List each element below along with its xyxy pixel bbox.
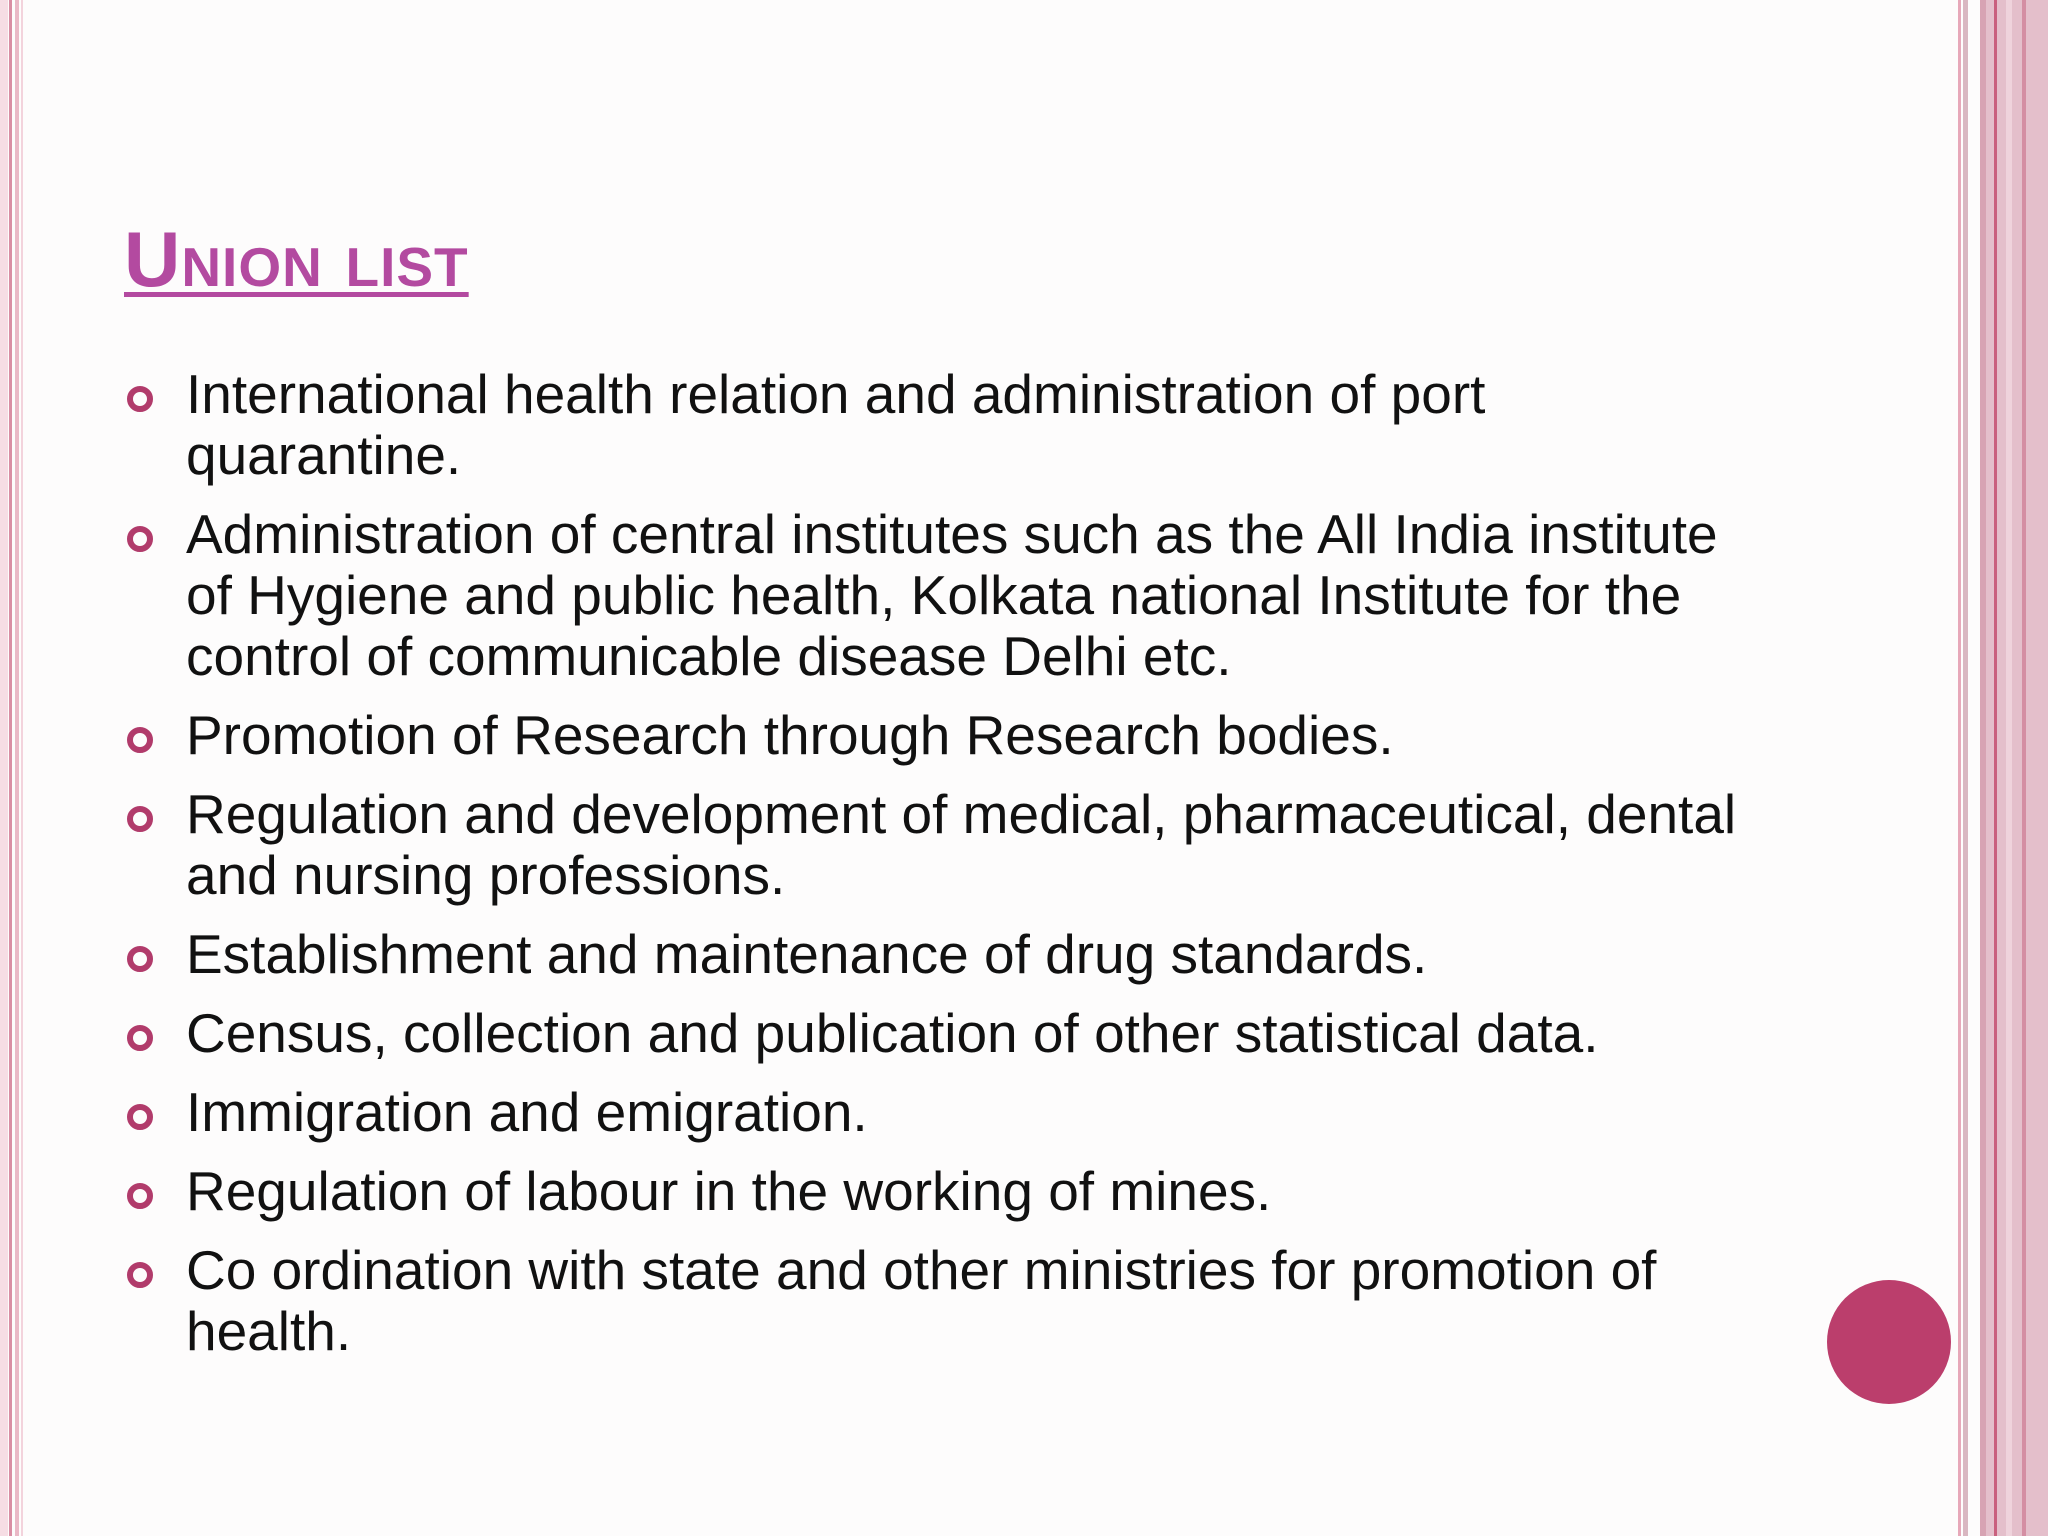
bullet-item xyxy=(124,504,1744,687)
bullet-item xyxy=(124,1082,1744,1143)
bullet-text: Immigration and emigration. xyxy=(186,1081,868,1143)
bullet-list xyxy=(124,364,1744,1380)
bullet-circle-icon xyxy=(127,1104,153,1130)
bullet-item xyxy=(124,705,1744,766)
bullet-item xyxy=(124,1003,1744,1064)
bullet-circle-icon xyxy=(127,806,153,832)
bullet-text: Regulation and development of medical, pharmaceutical, dental and nursing professions. xyxy=(186,783,1737,906)
bullet-item xyxy=(124,1240,1744,1362)
bullet-circle-icon xyxy=(127,526,153,552)
bullet-item xyxy=(124,924,1744,985)
bullet-text: Regulation of labour in the working of mines. xyxy=(186,1160,1272,1222)
bullet-text: Co ordination with state and other ministries for promotion of health. xyxy=(186,1239,1657,1362)
right-border-line xyxy=(2006,0,2012,1536)
left-border-line xyxy=(15,0,19,1536)
bullet-circle-icon xyxy=(127,386,153,412)
slide-title: Union list xyxy=(124,215,469,303)
bullet-item xyxy=(124,1161,1744,1222)
bullet-circle-icon xyxy=(127,1183,153,1209)
bullet-text: Promotion of Research through Research bodies. xyxy=(186,704,1394,766)
right-border-line xyxy=(1994,0,1997,1536)
left-border-line xyxy=(21,0,23,1536)
bullet-text: Administration of central institutes such as the All India institute of Hygiene and public health, Kolkata national Institute for the control of communicable disease Delhi etc. xyxy=(186,503,1718,687)
right-border-line xyxy=(2022,0,2026,1536)
left-border-line xyxy=(9,0,12,1536)
bullet-circle-icon xyxy=(127,946,153,972)
bullet-item xyxy=(124,364,1744,486)
bullet-text: Census, collection and publication of other statistical data. xyxy=(186,1002,1599,1064)
right-border-line xyxy=(1963,0,1968,1536)
bullet-circle-icon xyxy=(127,1025,153,1051)
bullet-item xyxy=(124,784,1744,906)
right-border-line xyxy=(1958,0,1961,1536)
bullet-circle-icon xyxy=(127,727,153,753)
bullet-circle-icon xyxy=(127,1262,153,1288)
bullet-text: International health relation and administration of port quarantine. xyxy=(186,363,1486,486)
bullet-text: Establishment and maintenance of drug standards. xyxy=(186,923,1428,985)
left-border-band xyxy=(0,0,8,1536)
decorative-circle xyxy=(1827,1280,1951,1404)
